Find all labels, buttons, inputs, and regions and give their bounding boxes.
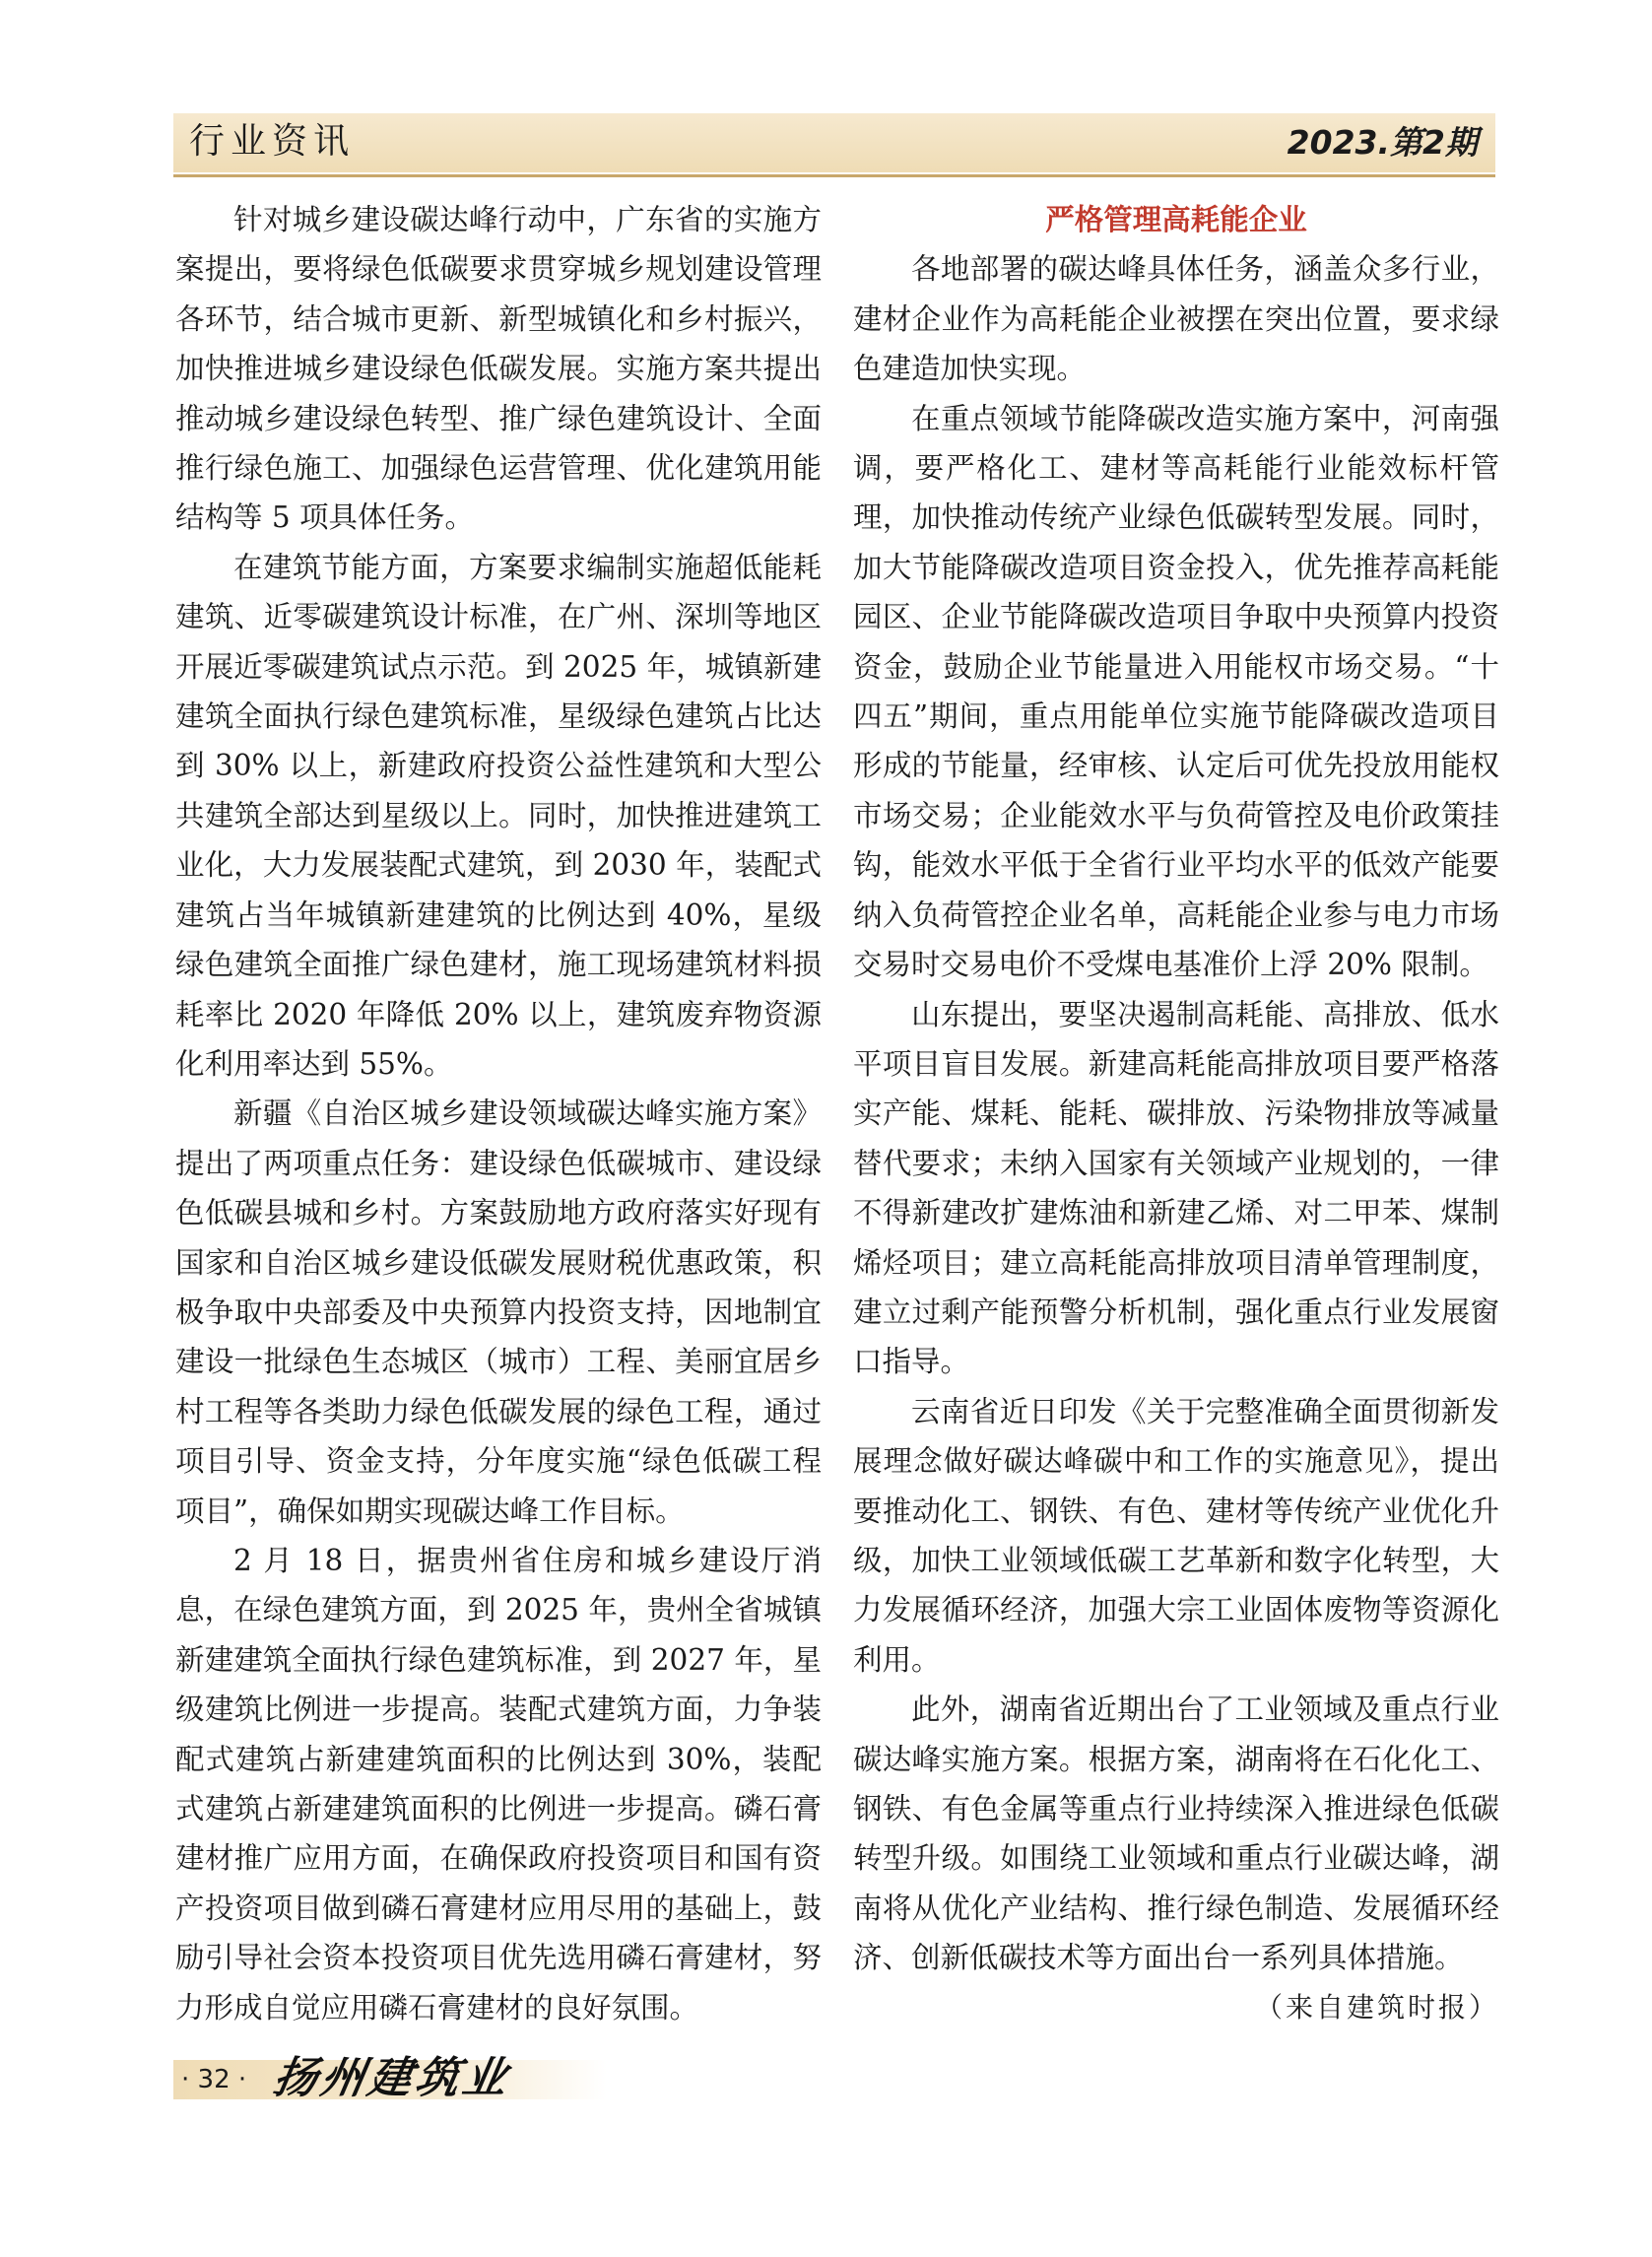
article-paragraph: 在建筑节能方面，方案要求编制实施超低能耗建筑、近零碳建筑设计标准，在广州、深圳等地区开展近零碳建筑试点示范。到 2025 年，城镇新建建筑全面执行绿色建筑标准，星级绿色建筑占比达到 30% 以上，新建政府投资公益性建筑和大型公共建筑全部达到星级以上。同时，加快推进建筑工业化，大力发展装配式建筑，到 2030 年，装配式建筑占当年城镇新建建筑的比例达到 40%，星级绿色建筑全面推广绿色建材，施工现场建筑材料损耗率比 2020 年降低 20% 以上，建筑废弃物资源化利用率达到 55%。 [175,550,822,1081]
header-rule [173,174,1495,177]
article-paragraph: 针对城乡建设碳达峰行动中，广东省的实施方案提出，要将绿色低碳要求贯穿城乡规划建设管理各环节，结合城市更新、新型城镇化和乡村振兴，加快推进城乡建设绿色低碳发展。实施方案共提出推动城乡建设绿色转型、推广绿色建筑设计、全面推行绿色施工、加强绿色运营管理、优化建筑用能结构等 5 项具体任务。 [175,203,822,535]
article-paragraph: 此外，湖南省近期出台了工业领域及重点行业碳达峰实施方案。根据方案，湖南将在石化化工、钢铁、有色金属等重点行业持续深入推进绿色低碳转型升级。如围绕工业领域和重点行业碳达峰，湖南将从优化产业结构、推行绿色制造、发展循环经济、创新低碳技术等方面出台一系列具体措施。 [853,1693,1499,1975]
article-source: （来自建筑时报） [1254,1990,1499,2024]
article-paragraph: 云南省近日印发《关于完整准确全面贯彻新发展理念做好碳达峰碳中和工作的实施意见》，提出要推动化工、钢铁、有色、建材等传统产业优化升级，加快工业领域低碳工艺革新和数字化转型，大力发展循环经济，加强大宗工业固体废物等资源化利用。 [853,1394,1499,1677]
article-paragraph: 2 月 18 日，据贵州省住房和城乡建设厅消息，在绿色建筑方面，到 2025 年，贵州全省城镇新建建筑全面执行绿色建筑标准，到 2027 年，星级建筑比例进一步提高。装配式建筑方面，力争装配式建筑占新建建筑面积的比例达到 30%，装配式建筑占新建建筑面积的比例进一步提高。磷石膏建材推广应用方面，在确保政府投资项目和国有资产投资项目做到磷石膏建材应用尽用的基础上，鼓励引导社会资本投资项目优先选用磷石膏建材，努力形成自觉应用磷石膏建材的良好氛围。 [175,1543,822,2025]
issue-number: 2023.第2期 [1287,123,1478,162]
left-column [175,195,822,2032]
section-heading: 严格管理高耗能企业 [1045,202,1307,236]
section-label: 行业资讯 [189,121,356,162]
right-column [853,195,1499,2032]
page-footer [173,2053,607,2103]
page-number: · 32 · [181,2065,247,2094]
article-paragraph: 在重点领域节能降碳改造实施方案中，河南强调，要严格化工、建材等高耗能行业能效标杆管理，加快推动传统产业绿色低碳转型发展。同时，加大节能降碳改造项目资金投入，优先推荐高耗能园区、企业节能降碳改造项目争取中央预算内投资资金，鼓励企业节能量进入用能权市场交易。“十四五”期间，重点用能单位实施节能降碳改造项目形成的节能量，经审核、认定后可优先投放用能权市场交易；企业能效水平与负荷管控及电价政策挂钩，能效水平低于全省行业平均水平的低效产能要纳入负荷管控企业名单，高耗能企业参与电力市场交易时交易电价不受煤电基准价上浮 20% 限制。 [853,401,1499,982]
magazine-logo: 扬州建筑业 [269,2053,515,2103]
article-paragraph: 新疆《自治区城乡建设领域碳达峰实施方案》提出了两项重点任务：建设绿色低碳城市、建设绿色低碳县城和乡村。方案鼓励地方政府落实好现有国家和自治区城乡建设低碳发展财税优惠政策，积极争取中央部委及中央预算内投资支持，因地制宜建设一批绿色生态城区（城市）工程、美丽宜居乡村工程等各类助力绿色低碳发展的绿色工程，通过项目引导、资金支持，分年度实施“绿色低碳工程项目”，确保如期实现碳达峰工作目标。 [175,1096,822,1528]
article-paragraph: 山东提出，要坚决遏制高耗能、高排放、低水平项目盲目发展。新建高耗能高排放项目要严格落实产能、煤耗、能耗、碳排放、污染物排放等减量替代要求；未纳入国家有关领域产业规划的，一律不得新建改扩建炼油和新建乙烯、对二甲苯、煤制烯烃项目；建立高耗能高排放项目清单管理制度，建立过剩产能预警分析机制，强化重点行业发展窗口指导。 [853,997,1499,1379]
article-paragraph: 各地部署的碳达峰具体任务，涵盖众多行业，建材企业作为高耗能企业被摆在突出位置，要求绿色建造加快实现。 [853,252,1499,386]
page-header [173,113,1495,172]
